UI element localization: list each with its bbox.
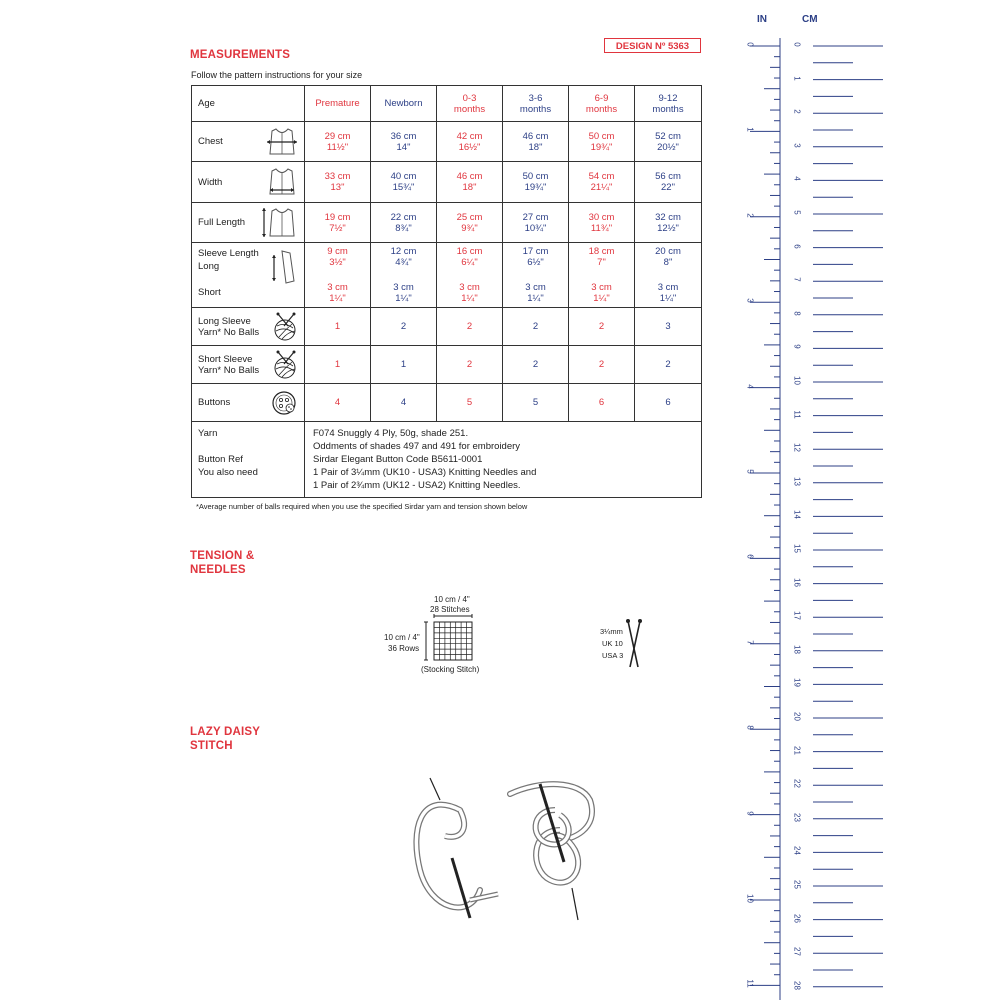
table-cell: 56 cm 22": [635, 162, 702, 203]
table-cell: 1: [305, 346, 371, 384]
tension-grid-icon: [424, 614, 476, 664]
table-cell: 36 cm 14": [371, 122, 437, 162]
table-cell: 2: [371, 308, 437, 346]
table-row-age: [192, 86, 702, 122]
table-cell: 5: [437, 384, 503, 422]
row-label-sleeve: Sleeve Length Long Short: [192, 243, 305, 308]
measurements-table: [191, 85, 702, 498]
table-cell: 4: [305, 384, 371, 422]
table-cell: 33 cm 13": [305, 162, 371, 203]
tension-title: TENSION & NEEDLES: [190, 550, 255, 576]
table-cell: 22 cm 8¾": [371, 203, 437, 243]
table-cell: 18 cm 7" 3 cm 1¼": [569, 243, 635, 308]
table-cell: 17 cm 6½" 3 cm 1¼": [503, 243, 569, 308]
ruler-inch-label: IN: [757, 14, 767, 25]
table-cell: 6: [635, 384, 702, 422]
table-row-long-sleeve-yarn: [192, 308, 702, 346]
ruler-cm-number: 25: [792, 880, 802, 889]
size-header: Premature: [305, 86, 371, 122]
ruler-inch-number: 7: [745, 640, 755, 645]
ruler-cm-number: 1: [792, 75, 802, 81]
ruler-ticks: [735, 0, 1000, 1000]
ruler-inch-number: 10: [745, 894, 755, 903]
cardigan-width-icon: [264, 166, 300, 198]
yarn-ball-icon: [270, 312, 300, 342]
size-header: 0-3 months: [437, 86, 503, 122]
table-cell: 20 cm 8" 3 cm 1¼": [635, 243, 702, 308]
table-cell: 2: [503, 346, 569, 384]
design-number: DESIGN Nº 5363: [604, 38, 701, 53]
table-cell: 9 cm 3½" 3 cm 1¼": [305, 243, 371, 308]
ruler-cm-number: 18: [792, 644, 802, 654]
ruler-cm-number: 2: [792, 109, 802, 114]
table-cell: 27 cm 10¾": [503, 203, 569, 243]
ruler-cm-number: 13: [792, 476, 802, 486]
ruler-cm-number: 28: [792, 980, 802, 990]
table-cell: 16 cm 6¼" 3 cm 1¼": [437, 243, 503, 308]
table-cell: 2: [437, 346, 503, 384]
ruler-cm-number: 15: [792, 544, 802, 553]
ruler-inch-number: 0: [745, 42, 755, 47]
row-label-chest: Chest: [192, 122, 305, 162]
ruler-cm-number: 0: [792, 42, 802, 47]
info-labels: Yarn Button Ref You also need: [192, 422, 305, 498]
ruler-cm-number: 22: [792, 779, 802, 789]
ruler-cm-number: 11: [792, 409, 802, 419]
table-cell: 54 cm 21¼": [569, 162, 635, 203]
tension-height-label: 10 cm / 4": [384, 633, 420, 642]
row-label-buttons: Buttons: [192, 384, 305, 422]
size-header: Newborn: [371, 86, 437, 122]
ruler-cm-number: 19: [792, 678, 802, 688]
measurements-title: MEASUREMENTS: [190, 49, 291, 61]
ruler-cm-number: 3: [792, 143, 802, 148]
ruler-cm-number: 23: [792, 812, 802, 822]
ruler-cm-number: 9: [792, 344, 802, 350]
table-cell: 50 cm 19¾": [569, 122, 635, 162]
ruler-cm-number: 17: [792, 611, 802, 621]
ruler-cm-number: 7: [792, 277, 802, 282]
table-cell: 2: [437, 308, 503, 346]
ruler-cm-number: 24: [792, 846, 802, 856]
ruler-cm-number: 16: [792, 577, 802, 587]
needle-usa-label: USA 3: [602, 651, 624, 660]
table-cell: 3: [635, 308, 702, 346]
table-cell: 2: [635, 346, 702, 384]
table-cell: 4: [371, 384, 437, 422]
table-cell: 6: [569, 384, 635, 422]
table-cell: 25 cm 9¾": [437, 203, 503, 243]
lazy-daisy-title: LAZY DAISY STITCH: [190, 726, 261, 752]
intro-text: Follow the pattern instructions for your size: [191, 70, 363, 80]
ruler-cm-number: 10: [792, 376, 802, 385]
table-cell: 2: [569, 308, 635, 346]
ruler-cm-number: 14: [792, 510, 802, 520]
ruler-inch-number: 4: [745, 383, 755, 389]
table-cell: 32 cm 12½": [635, 203, 702, 243]
ruler-inch-number: 2: [745, 213, 755, 218]
needle-size-label: 3¼mm: [600, 627, 623, 636]
ruler-inch-number: 8: [745, 725, 755, 730]
tension-rows-label: 36 Rows: [388, 644, 420, 653]
table-cell: 52 cm 20½": [635, 122, 702, 162]
table-cell: 46 cm 18": [503, 122, 569, 162]
table-row-info: [192, 422, 702, 498]
cardigan-chest-icon: [264, 126, 300, 158]
table-row-buttons: [192, 384, 702, 422]
table-row-chest: [192, 122, 702, 162]
row-label-full-length: Full Length: [192, 203, 305, 243]
table-cell: 12 cm 4¾" 3 cm 1¼": [371, 243, 437, 308]
table-cell: 2: [503, 308, 569, 346]
table-cell: 42 cm 16½": [437, 122, 503, 162]
tension-stitches-label: 28 Stitches: [430, 605, 470, 614]
ruler-cm-number: 27: [792, 947, 802, 957]
ruler-inch-number: 11: [745, 979, 755, 989]
footnote: *Average number of balls required when you use the specified Sirdar yarn and tension shown below: [196, 502, 528, 511]
table-row-width: [192, 162, 702, 203]
ruler-inch-number: 3: [745, 298, 755, 303]
ruler-cm-number: 8: [792, 311, 802, 316]
table-row-full-length: [192, 203, 702, 243]
table-cell: 2: [569, 346, 635, 384]
ruler-inch-number: 1: [745, 127, 755, 133]
table-cell: 5: [503, 384, 569, 422]
table-row-short-sleeve-yarn: [192, 346, 702, 384]
row-label-age: Age: [192, 86, 305, 122]
ruler-cm-number: 5: [792, 210, 802, 215]
table-cell: 46 cm 18": [437, 162, 503, 203]
table-cell: 40 cm 15¾": [371, 162, 437, 203]
button-icon: [270, 388, 300, 418]
table-cell: 1: [305, 308, 371, 346]
ruler-cm-label: CM: [802, 14, 818, 25]
sleeve-icon: [260, 247, 300, 287]
row-label-long-sleeve-yarn: Long Sleeve Yarn* No Balls: [192, 308, 305, 346]
yarn-ball-icon: [270, 350, 300, 380]
info-text: F074 Snuggly 4 Ply, 50g, shade 251. Oddments of shades 497 and 491 for embroidery Sirdar Elegant Button Code B5611-0001 1 Pair of 3¼mm (UK10 - USA3) Knitting Needles and 1 Pair of 2¾mm (UK12 - USA2) Knitting Needles.: [305, 422, 702, 498]
table-cell: 29 cm 11½": [305, 122, 371, 162]
ruler-cm-number: 20: [792, 712, 802, 721]
table-cell: 19 cm 7½": [305, 203, 371, 243]
size-header: 6-9 months: [569, 86, 635, 122]
table-cell: 30 cm 11¾": [569, 203, 635, 243]
size-header: 9-12 months: [635, 86, 702, 122]
measuring-ruler: [735, 0, 1000, 1000]
table-cell: 1: [371, 346, 437, 384]
lazy-daisy-illustration: [400, 770, 620, 930]
ruler-cm-number: 4: [792, 176, 802, 182]
table-cell: 50 cm 19¾": [503, 162, 569, 203]
crossed-needles-icon: [622, 617, 646, 669]
ruler-inch-number: 5: [745, 469, 755, 474]
row-label-short-sleeve-yarn: Short Sleeve Yarn* No Balls: [192, 346, 305, 384]
ruler-cm-number: 21: [792, 745, 802, 755]
cardigan-length-icon: [260, 206, 300, 240]
tension-stitch-type-label: (Stocking Stitch): [421, 665, 480, 674]
tension-width-label: 10 cm / 4": [434, 595, 470, 604]
size-header: 3-6 months: [503, 86, 569, 122]
ruler-inch-number: 9: [745, 810, 755, 816]
table-row-sleeve: [192, 243, 702, 308]
ruler-cm-number: 26: [792, 913, 802, 923]
ruler-cm-number: 6: [792, 243, 802, 249]
ruler-cm-number: 12: [792, 443, 802, 453]
needle-uk-label: UK 10: [602, 639, 623, 648]
row-label-width: Width: [192, 162, 305, 203]
ruler-inch-number: 6: [745, 554, 755, 560]
